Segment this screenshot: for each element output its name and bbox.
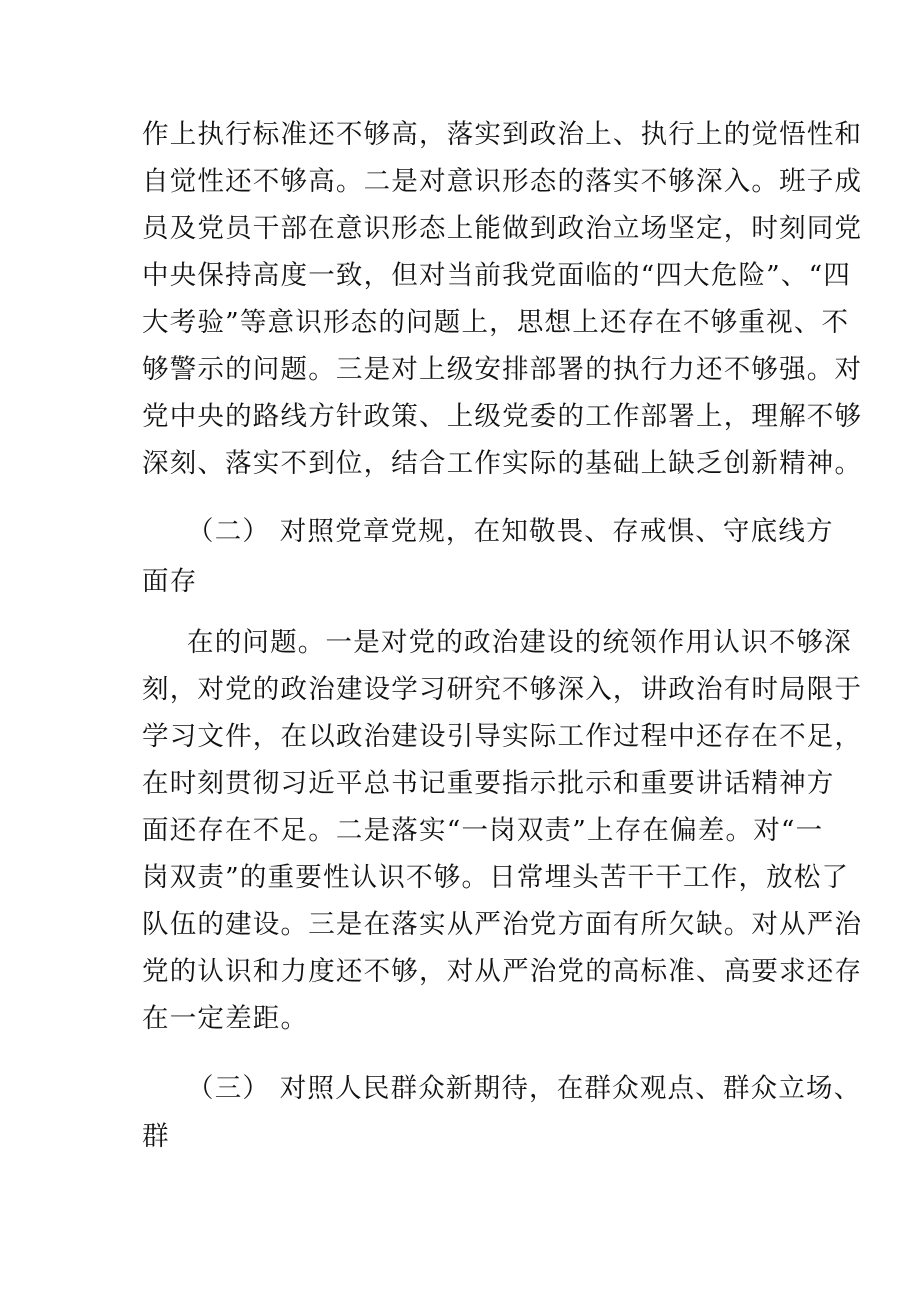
paragraph-line: 岗双责”的重要性认识不够。日常埋头苦干干工作，放松了 <box>142 862 850 893</box>
paragraph-line: 面还存在不足。二是落实“一岗双责”上存在偏差。对“一 <box>142 815 824 846</box>
paragraph-line: 队伍的建设。三是在落实从严治党方面有所欠缺。对从严治 <box>142 909 863 940</box>
paragraph-line: 作上执行标准还不够高，落实到政治上、执行上的觉悟性和 <box>142 119 863 150</box>
paragraph-line: 党的认识和力度还不够，对从严治党的高标准、高要求还存 <box>142 956 863 987</box>
section-heading-2-continued: 面存 <box>142 566 198 597</box>
paragraph-line: 学习文件，在以政治建设引导实际工作过程中还存在不足， <box>142 721 863 752</box>
paragraph-line: 深刻、落实不到位，结合工作实际的基础上缺乏创新精神。 <box>142 448 863 479</box>
paragraph-line: 够警示的问题。三是对上级安排部署的执行力还不够强。对 <box>142 354 863 385</box>
paragraph-line: 在时刻贯彻习近平总书记重要指示批示和重要讲话精神方 <box>142 768 835 799</box>
section-heading-2: （二） 对照党章党规，在知敬畏、存戒惧、守底线方 <box>187 516 834 547</box>
paragraph-line: 自觉性还不够高。二是对意识形态的落实不够深入。班子成 <box>142 166 863 197</box>
section-heading-3-continued: 群 <box>142 1121 170 1152</box>
paragraph-line: 在一定差距。 <box>142 1003 309 1034</box>
paragraph-line: 刻，对党的政治建设学习研究不够深入，讲政治有时局限于 <box>142 674 863 705</box>
paragraph-line: 中央保持高度一致，但对当前我党面临的“四大危险”、“四 <box>142 260 852 291</box>
paragraph-line: 在的问题。一是对党的政治建设的统领作用认识不够深 <box>187 627 852 658</box>
paragraph-line: 员及党员干部在意识形态上能做到政治立场坚定，时刻同党 <box>142 213 863 244</box>
paragraph-line: 大考验”等意识形态的问题上，思想上还存在不够重视、不 <box>142 307 850 338</box>
section-heading-3: （三） 对照人民群众新期待，在群众观点、群众立场、 <box>187 1073 862 1104</box>
paragraph-line: 党中央的路线方针政策、上级党委的工作部署上，理解不够 <box>142 401 863 432</box>
